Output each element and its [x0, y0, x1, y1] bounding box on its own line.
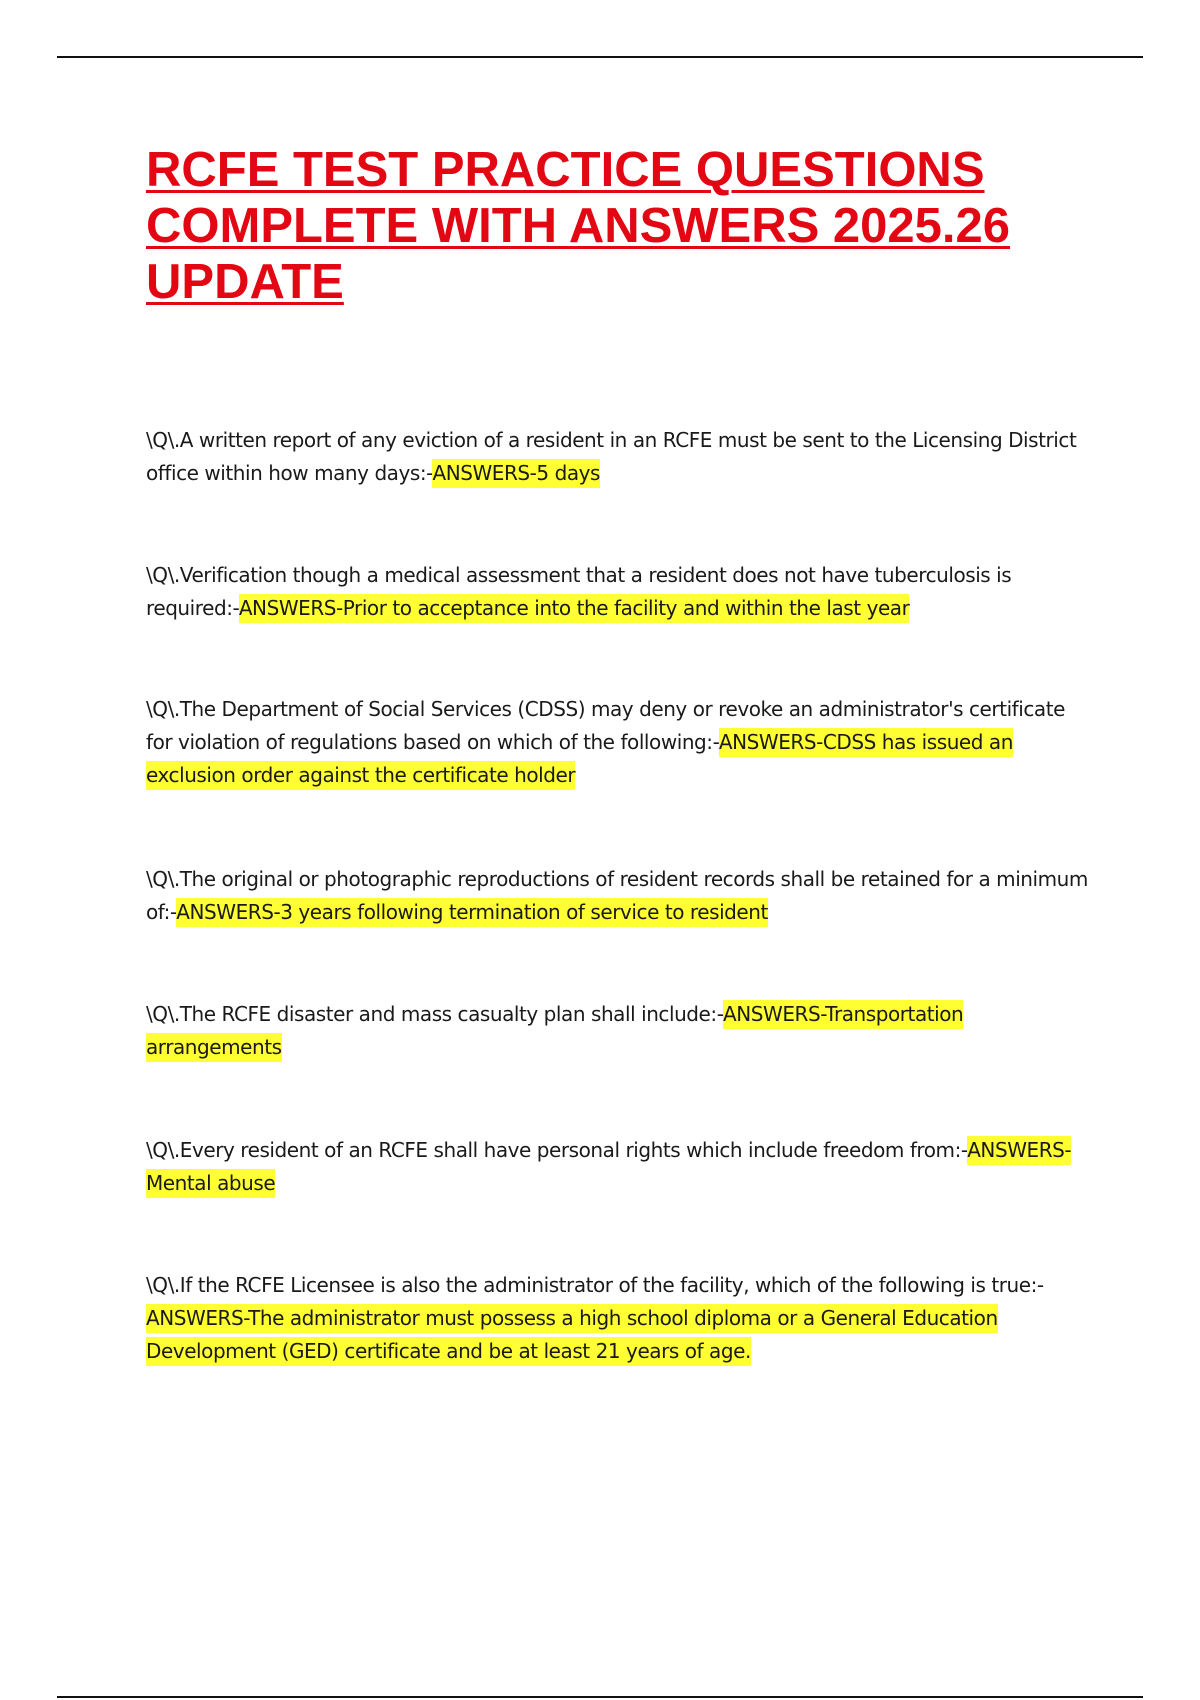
answer-highlight: ANSWERS-Transportation arrangements — [146, 1000, 963, 1062]
answer-highlight: ANSWERS-5 days — [432, 459, 600, 488]
question-text: \Q\.Verification though a medical assessment that a resident does not have tuberculosis is required:- — [146, 563, 1012, 620]
question-text: \Q\.The RCFE disaster and mass casualty plan shall include:- — [146, 1002, 724, 1026]
answer-highlight: ANSWERS-The administrator must possess a high school diploma or a General Education Development (GED) certificate and be at least 21 years of age. — [146, 1304, 998, 1366]
question-text: \Q\.The Department of Social Services (CDSS) may deny or revoke an administrator's certificate for violation of regulations based on which of the following:- — [146, 697, 1065, 754]
answer-highlight: ANSWERS-Mental abuse — [146, 1136, 1071, 1198]
qa-item — [146, 693, 1096, 792]
qa-item — [146, 1134, 1096, 1200]
qa-item — [146, 998, 1096, 1064]
qa-item — [146, 559, 1096, 625]
footer-divider — [57, 1696, 1143, 1698]
answer-highlight: ANSWERS-Prior to acceptance into the facility and within the last year — [239, 594, 910, 623]
question-text: \Q\.The original or photographic reproductions of resident records shall be retained for a minimum of:- — [146, 867, 1088, 924]
title-line: RCFE TEST PRACTICE QUESTIONS — [146, 143, 985, 197]
qa-item — [146, 863, 1096, 929]
document-title — [146, 142, 1086, 310]
qa-item — [146, 1269, 1096, 1368]
answer-highlight: ANSWERS-CDSS has issued an exclusion order against the certificate holder — [146, 728, 1013, 790]
title-line: UPDATE — [146, 255, 344, 309]
title-line: COMPLETE WITH ANSWERS 2025.26 — [146, 199, 1011, 253]
qa-item — [146, 424, 1096, 490]
question-text: \Q\.If the RCFE Licensee is also the administrator of the facility, which of the following is true:- — [146, 1273, 1044, 1297]
header-divider — [57, 56, 1143, 58]
question-text: \Q\.Every resident of an RCFE shall have personal rights which include freedom from:- — [146, 1138, 968, 1162]
answer-highlight: ANSWERS-3 years following termination of service to resident — [176, 898, 768, 927]
question-text: \Q\.A written report of any eviction of a resident in an RCFE must be sent to the Licensing District office within how many days:- — [146, 428, 1077, 485]
